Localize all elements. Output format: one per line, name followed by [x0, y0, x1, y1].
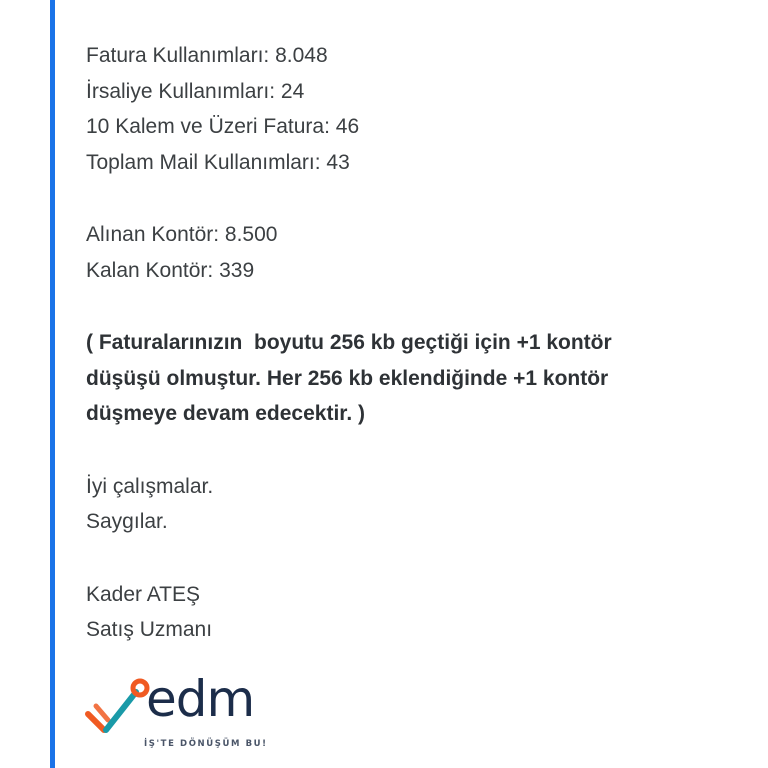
edm-logo-tagline: İŞ'TE DÖNÜŞÜM BU! [144, 739, 268, 749]
spacer [86, 288, 726, 325]
ten-plus-item-invoice-text: 10 Kalem ve Üzeri Fatura: 46 [86, 115, 360, 138]
invoice-usage-text: Fatura Kullanımları: 8.048 [86, 44, 328, 67]
notice-line-1: ( Faturalarınızın boyutu 256 kb geçtiği için +1 kontör [86, 331, 612, 354]
closing-wish-text: İyi çalışmalar. [86, 474, 214, 498]
purchased-credits-text: Alınan Kontör: 8.500 [86, 223, 278, 246]
spacer [86, 180, 726, 217]
waybill-usage-text: İrsaliye Kullanımları: 24 [86, 79, 305, 103]
signature-title: Satış Uzmanı [86, 618, 213, 641]
spacer [86, 432, 726, 469]
email-body [86, 38, 726, 648]
spacer [86, 540, 726, 577]
notice-line-3: düşmeye devam edecektir. ) [86, 402, 365, 425]
remaining-credits-text: Kalan Kontör: 339 [86, 258, 255, 282]
total-mail-usage-text: Toplam Mail Kullanımları: 43 [86, 150, 350, 174]
signature-name: Kader ATEŞ [86, 582, 201, 606]
edm-logo-mark-icon [84, 676, 154, 746]
notice-line-2: düşüşü olmuştur. Her 256 kb eklendiğinde +1 kontör [86, 366, 609, 390]
quoted-message-bar [50, 0, 55, 768]
edm-logo-wordmark: edm [146, 670, 255, 728]
closing-regards-text: Saygılar. [86, 510, 168, 533]
edm-logo [84, 670, 284, 756]
